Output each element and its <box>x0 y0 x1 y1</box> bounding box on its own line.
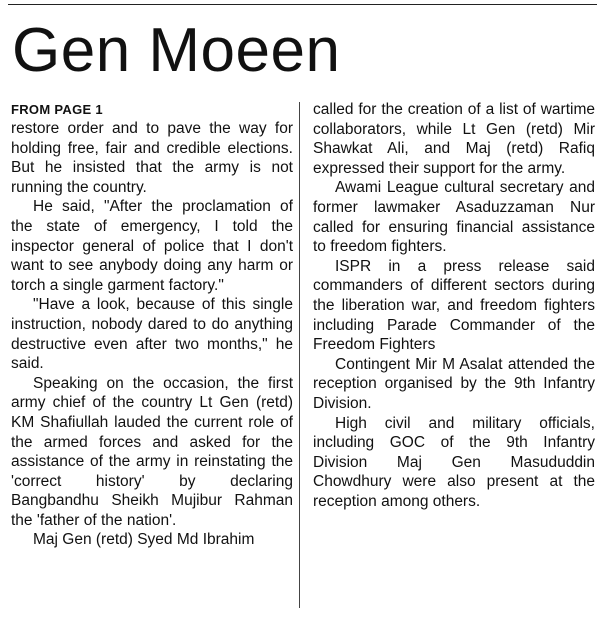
left-paragraph-5: Maj Gen (retd) Syed Md Ibrahim <box>33 531 255 549</box>
left-paragraph-4: Speaking on the occasion, the first army chief of the country Lt Gen (retd) KM Shafiullah lauded the current role of the armed forces and asked for the assistance of the army in reinstating the 'correct history' by declaring Bangbandhu Sheikh Mujibur Rahman the 'father of the nation'. <box>11 374 293 529</box>
right-paragraph-4: Contingent Mir M Asalat attended the reception organised by the 9th Infantry Division. <box>313 355 595 412</box>
headline: Gen Moeen <box>12 16 341 85</box>
right-column <box>313 100 595 511</box>
left-paragraph-1: restore order and to pave the way for holding free, fair and credible elections. But he insisted that the army is not running the country. <box>11 120 293 196</box>
right-paragraph-2: Awami League cultural secretary and former lawmaker Asaduzzaman Nur called for ensuring financial assistance to freedom fighters. <box>313 179 595 256</box>
top-rule <box>8 4 597 5</box>
right-paragraph-3: ISPR in a press release said commanders of different sectors during the liberation war, and freedom fighters including Parade Commander of the Freedom Fighters <box>313 257 595 354</box>
left-paragraph-3: "Have a look, because of this single instruction, nobody dared to do anything destructive even after two months," he said. <box>11 296 293 373</box>
right-paragraph-1: called for the creation of a list of wartime collaborators, while Lt Gen (retd) Mir Shawkat Ali, and Maj (retd) Rafiq expressed their support for the army. <box>313 101 595 177</box>
left-paragraph-2: He said, "After the proclamation of the state of emergency, I told the inspector general of police that I don't want to see anybody doing any harm or torch a single garment factory." <box>11 198 293 294</box>
page-jump-kicker: FROM PAGE 1 <box>11 102 103 117</box>
column-divider <box>299 102 300 608</box>
right-paragraph-5: High civil and military officials, including GOC of the 9th Infantry Division Maj Gen Masududdin Chowdhury were also present at the reception among others. <box>313 414 595 510</box>
left-column <box>11 100 293 550</box>
